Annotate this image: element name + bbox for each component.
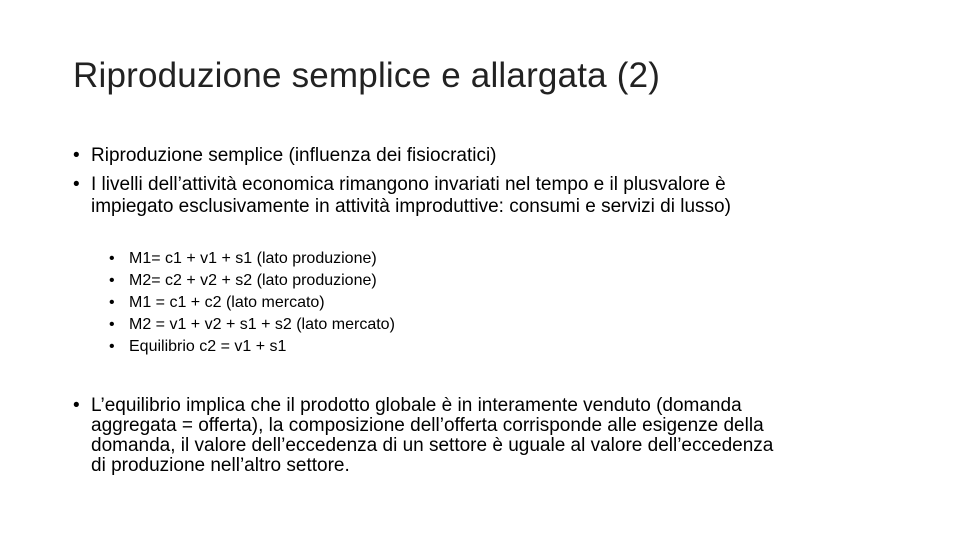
sub-bullet-text: M2= c2 + v2 + s2 (lato produzione) xyxy=(129,272,377,289)
sub-bullet-text: Equilibrio c2 = v1 + s1 xyxy=(129,338,287,355)
bullet-text: Riproduzione semplice (influenza dei fisiocratici) xyxy=(91,145,497,166)
bullet-text-continuation: domanda, il valore dell’eccedenza di un settore è uguale al valore dell’eccedenza xyxy=(91,435,774,456)
sub-bullet-text: M2 = v1 + v2 + s1 + s2 (lato mercato) xyxy=(129,316,395,333)
bullet-text-continuation: aggregata = offerta), la composizione dell’offerta corrisponde alle esigenze della xyxy=(91,415,764,436)
bullet-marker: • xyxy=(73,145,80,166)
bullet-text-continuation: impiegato esclusivamente in attività improduttive: consumi e servizi di lusso) xyxy=(91,196,731,217)
bullet-marker: • xyxy=(73,395,80,416)
sub-bullet-marker: • xyxy=(109,338,115,355)
bullet-text-continuation: di produzione nell’altro settore. xyxy=(91,455,350,476)
sub-bullet-marker: • xyxy=(109,272,115,289)
slide-title: Riproduzione semplice e allargata (2) xyxy=(73,56,661,95)
sub-bullet-text: M1= c1 + v1 + s1 (lato produzione) xyxy=(129,250,377,267)
bullet-text: L’equilibrio implica che il prodotto globale è in interamente venduto (domanda xyxy=(91,395,742,416)
bullet-text: I livelli dell’attività economica rimangono invariati nel tempo e il plusvalore è xyxy=(91,174,726,195)
sub-bullet-marker: • xyxy=(109,294,115,311)
sub-bullet-text: M1 = c1 + c2 (lato mercato) xyxy=(129,294,325,311)
bullet-marker: • xyxy=(73,174,80,195)
sub-bullet-marker: • xyxy=(109,316,115,333)
sub-bullet-marker: • xyxy=(109,250,115,267)
